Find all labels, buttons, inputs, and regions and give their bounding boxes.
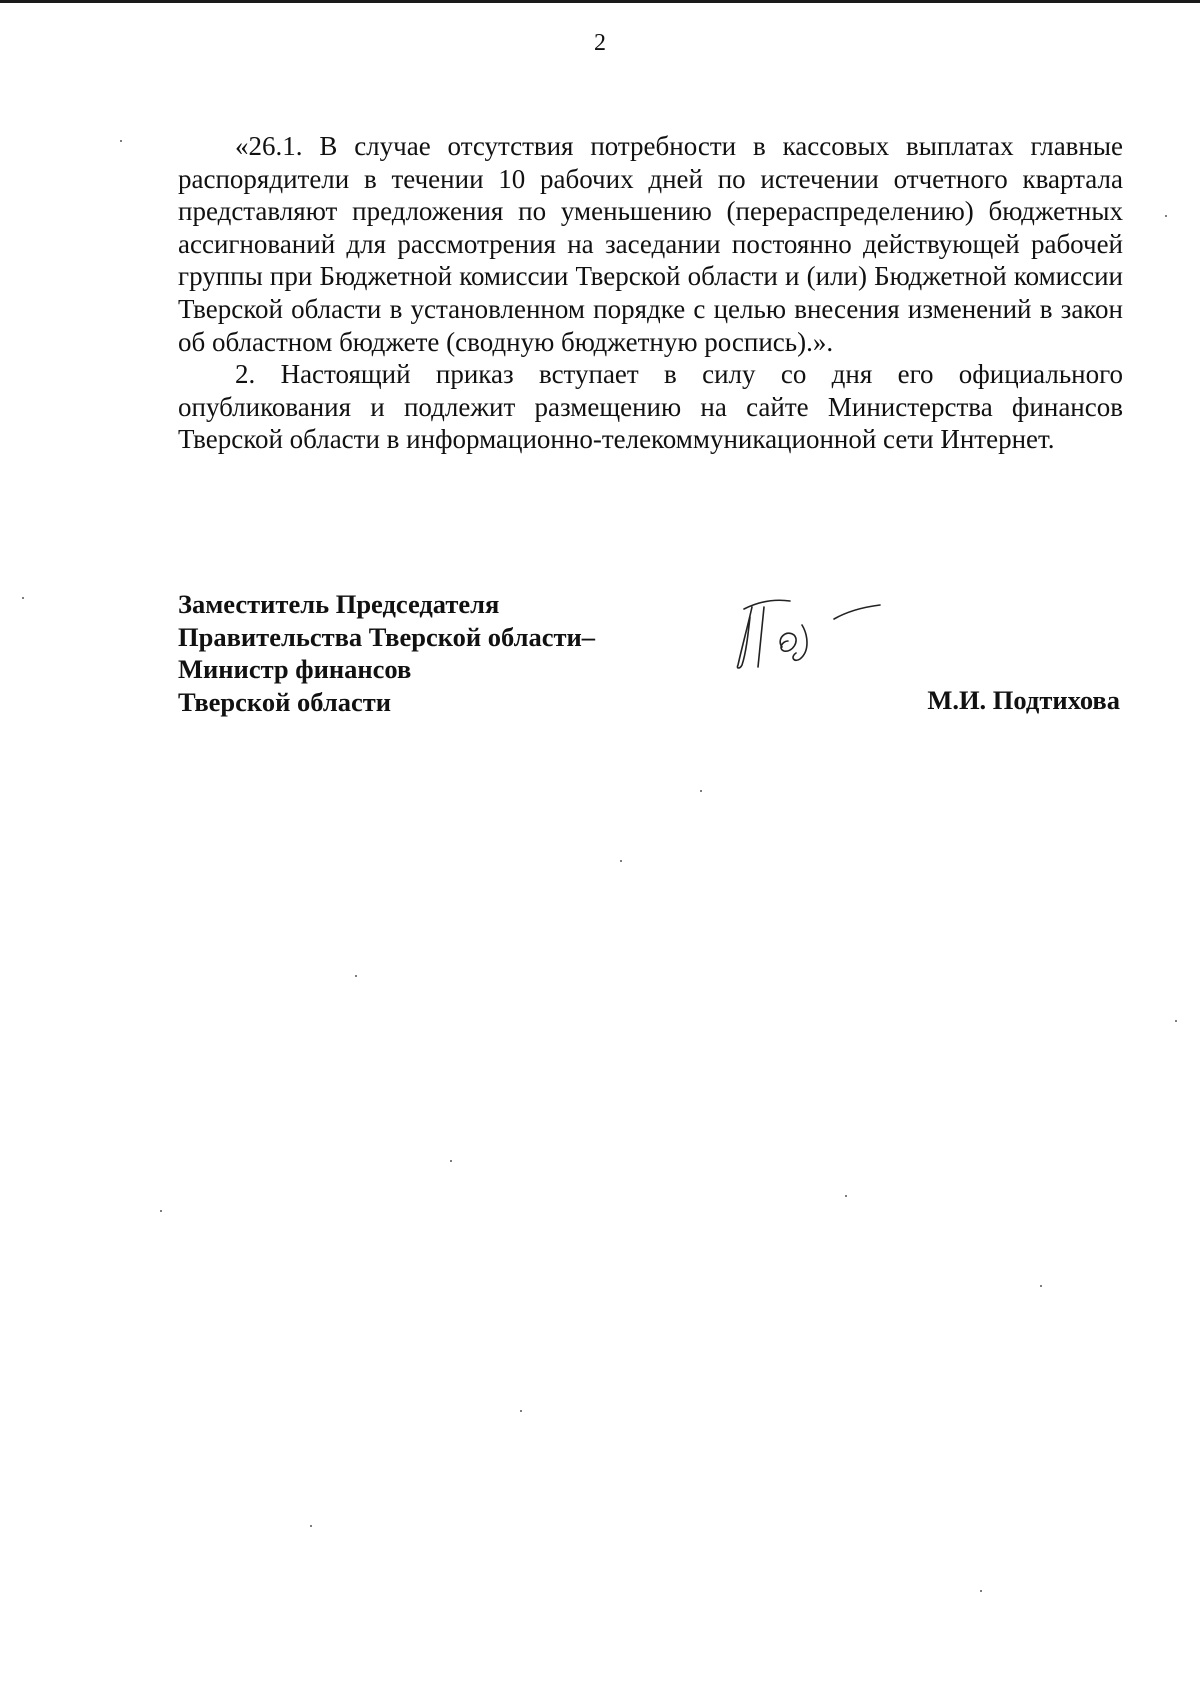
position-line: Правительства Тверской области–: [178, 621, 596, 652]
scan-speck: [520, 1410, 522, 1412]
signatory-position: [178, 588, 595, 718]
scan-speck: [845, 1195, 847, 1197]
scan-speck: [1165, 215, 1167, 217]
signatory-name: М.И. Подтихова: [927, 685, 1120, 715]
handwritten-signature-icon: [730, 595, 890, 675]
scan-top-edge: [0, 0, 1200, 3]
scan-speck: [620, 860, 622, 862]
scan-speck: [22, 597, 24, 599]
scan-speck: [310, 1525, 312, 1527]
scan-speck: [1175, 1020, 1177, 1022]
position-line: Министр финансов: [178, 654, 412, 684]
scan-speck: [450, 1160, 452, 1162]
position-line: Тверской области: [178, 686, 391, 717]
scan-speck: [355, 975, 357, 977]
scan-speck: [1040, 1285, 1042, 1287]
scan-speck: [980, 1590, 982, 1592]
position-line: Заместитель Председателя: [178, 589, 500, 619]
page-number: 2: [594, 30, 606, 56]
scan-speck: [700, 790, 702, 792]
scan-speck: [120, 140, 122, 142]
paragraph-26-1: «26.1. В случае отсутствия потребности в кассовых выплатах главные распорядители в течении 10 рабочих дней по истечении отчетного квартала представляют предложения по уменьшению (перераспределению) бюджетных ассигнований для рассмотрения на заседании постоянно действующей рабочей группы при Бюджетной комиссии Тверской области и (или) Бюджетной комиссии Тверской области в установленном порядке с целью внесения изменений в закон об областном бюджете (сводную бюджетную роспись).».: [178, 131, 1123, 357]
document-body: [178, 130, 1123, 456]
scan-speck: [160, 1210, 162, 1212]
paragraph-2: 2. Настоящий приказ вступает в силу со дня его официального опубликования и подлежит размещению на сайте Министерства финансов Тверской области в информационно-телекоммуникационной сети Интернет.: [178, 359, 1123, 455]
